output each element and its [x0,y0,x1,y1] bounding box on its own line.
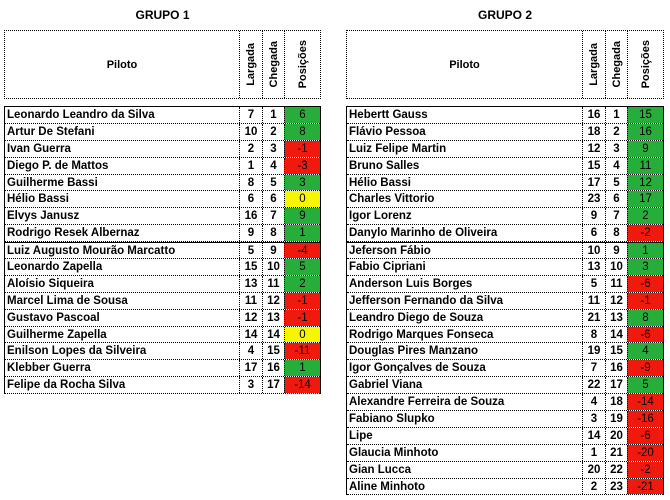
posicoes-value: -2 [627,225,663,241]
chegada-value: 1 [605,107,627,123]
pilot-name: Ivan Guerra [7,142,71,155]
pilot-name: Fabio Cipriani [349,260,426,273]
table-row [5,327,320,344]
table-row [347,141,663,158]
largada-value: 7 [582,360,605,376]
pilot-name: Felipe da Rocha Silva [7,379,126,392]
pilot-name: Rodrigo Marques Fonseca [349,328,494,341]
header-posicoes [627,31,663,98]
pilot-name: Glaucia Minhoto [349,446,439,459]
largada-value: 19 [582,343,605,359]
table-row [5,276,320,293]
largada-value: 6 [582,225,605,241]
chegada-value: 1 [262,107,284,123]
pilot-name: Guilherme Bassi [7,176,98,189]
largada-value: 20 [582,462,605,478]
chegada-value: 20 [605,428,627,444]
largada-value: 14 [239,327,262,343]
table-header [346,30,664,99]
largada-value: 9 [582,208,605,224]
group-title: GRUPO 2 [477,8,532,22]
table-row [5,310,320,327]
table-row [347,175,663,192]
table-row [5,208,320,225]
largada-value: 18 [582,124,605,140]
table-body [346,106,664,495]
table-row [347,191,663,208]
chegada-value: 10 [262,259,284,275]
posicoes-value: -9 [627,360,663,376]
chegada-value: 21 [605,445,627,461]
largada-value: 17 [582,175,605,191]
posicoes-value: 9 [284,208,320,224]
table-row [347,411,663,428]
chegada-value: 17 [605,377,627,393]
table-row [347,242,663,259]
table-header [4,30,321,99]
header-largada-label: Largada [245,43,257,86]
largada-value: 5 [239,243,262,258]
largada-value: 23 [582,191,605,207]
posicoes-value: 5 [284,259,320,275]
posicoes-value: 8 [627,310,663,326]
largada-value: 6 [239,191,262,207]
largada-value: 11 [582,293,605,309]
posicoes-value: -1 [627,293,663,309]
header-chegada-label: Chegada [267,41,280,88]
chegada-value: 23 [605,479,627,495]
posicoes-value: 1 [284,225,320,241]
header-largada-label: Largada [588,43,600,86]
largada-value: 7 [239,107,262,123]
pilot-name: Douglas Pires Manzano [349,345,479,358]
posicoes-value: 6 [284,107,320,123]
table-row [347,124,663,141]
posicoes-value: -21 [627,479,663,495]
chegada-value: 15 [262,343,284,359]
pilot-name: Lipe [349,429,373,442]
posicoes-value: -4 [284,243,320,258]
posicoes-value: 8 [284,124,320,140]
largada-value: 13 [582,259,605,275]
pilot-name: Igor Gonçalves de Souza [349,362,486,375]
pilot-name: Luiz Augusto Mourão Marcatto [7,244,176,257]
largada-value: 14 [582,428,605,444]
largada-value: 12 [582,141,605,157]
chegada-value: 12 [262,293,284,309]
largada-value: 2 [239,141,262,157]
largada-value: 1 [239,158,262,174]
posicoes-value: 1 [284,360,320,376]
chegada-value: 5 [605,175,627,191]
posicoes-value: 12 [627,175,663,191]
chegada-value: 3 [262,141,284,157]
chegada-value: 4 [605,158,627,174]
pilot-name: Leandro Diego de Souza [349,311,484,324]
pilot-name: Fabiano Slupko [349,412,435,425]
pilot-name: Aloísio Siqueira [7,277,94,290]
chegada-value: 14 [605,327,627,343]
posicoes-value: -16 [627,411,663,427]
posicoes-value: -14 [627,394,663,410]
table-row [5,360,320,377]
table-row [347,479,663,496]
chegada-value: 15 [605,343,627,359]
table-row [347,462,663,479]
pilot-name: Klebber Guerra [7,362,91,375]
largada-value: 3 [239,377,262,393]
posicoes-value: 1 [627,243,663,258]
header-chegada [262,31,284,98]
posicoes-value: 9 [627,141,663,157]
pilot-name: Gabriel Viana [349,379,423,392]
pilot-name: Aline Minhoto [349,480,426,493]
posicoes-value: 5 [627,377,663,393]
largada-value: 1 [582,445,605,461]
posicoes-value: 16 [627,124,663,140]
chegada-value: 7 [605,208,627,224]
chegada-value: 8 [605,225,627,241]
largada-value: 8 [239,175,262,191]
posicoes-value: -20 [627,445,663,461]
posicoes-value: 0 [284,191,320,207]
pilot-name: Artur De Stefani [7,125,95,138]
pilot-name: Alexandre Ferreira de Souza [349,396,505,409]
largada-value: 2 [582,479,605,495]
posicoes-value: 0 [284,327,320,343]
posicoes-value: -1 [284,293,320,309]
posicoes-value: -2 [627,462,663,478]
pilot-name: Bruno Salles [349,159,420,172]
posicoes-value: 15 [627,107,663,123]
pilot-name: Rodrigo Resek Albernaz [7,227,140,240]
chegada-value: 2 [605,124,627,140]
largada-value: 17 [239,360,262,376]
table-row [347,445,663,462]
pilot-name: Leonardo Zapella [7,260,103,273]
header-chegada [605,31,627,98]
posicoes-value: 3 [627,259,663,275]
table-row [5,377,320,394]
header-posicoes-label: Posições [639,40,652,89]
table-row [5,124,320,141]
table-row [347,107,663,124]
header-posicoes-label: Posições [296,40,309,89]
pilot-name: Flávio Pessoa [349,125,426,138]
chegada-value: 13 [605,310,627,326]
posicoes-value: 11 [627,158,663,174]
table-body [4,106,321,394]
posicoes-value: 17 [627,191,663,207]
table-row [5,191,320,208]
table-row [347,343,663,360]
table-row [5,242,320,259]
chegada-value: 16 [262,360,284,376]
table-row [5,343,320,360]
pilot-name: Jefferson Fernando da Silva [349,294,504,307]
chegada-value: 7 [262,208,284,224]
largada-value: 8 [582,327,605,343]
largada-value: 15 [239,259,262,275]
header-piloto: Piloto [449,58,480,71]
largada-value: 11 [239,293,262,309]
group-2-table [346,0,664,495]
chegada-value: 11 [262,276,284,292]
pilot-name: Hélio Bassi [7,193,69,206]
posicoes-value: 3 [284,175,320,191]
header-largada [582,31,605,98]
chegada-value: 14 [262,327,284,343]
chegada-value: 6 [605,191,627,207]
posicoes-value: -11 [284,343,320,359]
largada-value: 3 [582,411,605,427]
posicoes-value: -1 [284,310,320,326]
posicoes-value: -6 [627,428,663,444]
pilot-name: Hebertt Gauss [349,108,428,121]
header-chegada-label: Chegada [610,41,623,88]
table-row [347,259,663,276]
table-row [347,310,663,327]
chegada-value: 2 [262,124,284,140]
pilot-name: Luiz Felipe Martin [349,142,447,155]
posicoes-value: 2 [284,276,320,292]
chegada-value: 3 [605,141,627,157]
largada-value: 16 [239,208,262,224]
table-row [347,225,663,242]
chegada-value: 16 [605,360,627,376]
header-piloto: Piloto [106,58,138,71]
posicoes-value: -6 [627,276,663,292]
posicoes-value: -14 [284,377,320,393]
table-row [347,394,663,411]
largada-value: 22 [582,377,605,393]
table-row [347,293,663,310]
chegada-value: 8 [262,225,284,241]
largada-value: 4 [239,343,262,359]
largada-value: 10 [239,124,262,140]
largada-value: 15 [582,158,605,174]
table-row [347,377,663,394]
pilot-name: Gian Lucca [349,463,411,476]
pilot-name: Marcel Lima de Sousa [7,294,128,307]
chegada-value: 6 [262,191,284,207]
chegada-value: 17 [262,377,284,393]
pilot-name: Igor Lorenz [349,210,412,223]
chegada-value: 4 [262,158,284,174]
largada-value: 9 [239,225,262,241]
posicoes-value: 4 [627,343,663,359]
largada-value: 10 [582,243,605,258]
chegada-value: 11 [605,276,627,292]
pilot-name: Danylo Marinho de Oliveira [349,227,498,240]
chegada-value: 9 [262,243,284,258]
chegada-value: 5 [262,175,284,191]
posicoes-value: 2 [627,208,663,224]
table-row [5,293,320,310]
posicoes-value: -6 [627,327,663,343]
pilot-name: Charles Vittorio [349,193,435,206]
pilot-name: Guilherme Zapella [7,328,107,341]
chegada-value: 12 [605,293,627,309]
largada-value: 21 [582,310,605,326]
posicoes-value: -3 [284,158,320,174]
pilot-name: Leonardo Leandro da Silva [7,108,155,121]
table-row [5,141,320,158]
largada-value: 12 [239,310,262,326]
table-row [347,327,663,344]
table-row [5,107,320,124]
pilot-name: Enilson Lopes da Silveira [7,345,147,358]
largada-value: 16 [582,107,605,123]
table-row [5,175,320,192]
table-row [347,276,663,293]
largada-value: 4 [582,394,605,410]
table-row [347,428,663,445]
table-row [5,259,320,276]
pilot-name: Gustavo Pascoal [7,311,100,324]
header-posicoes [284,31,320,98]
table-row [347,158,663,175]
pilot-name: Diego P. de Mattos [7,159,109,172]
chegada-value: 19 [605,411,627,427]
chegada-value: 10 [605,259,627,275]
largada-value: 5 [582,276,605,292]
group-title: GRUPO 1 [135,8,190,22]
largada-value: 13 [239,276,262,292]
chegada-value: 22 [605,462,627,478]
table-row [5,158,320,175]
pilot-name: Anderson Luis Borges [349,277,473,290]
group-1-table [4,0,321,394]
pilot-name: Hélio Bassi [349,176,411,189]
table-row [347,208,663,225]
pilot-name: Jeferson Fábio [349,244,431,257]
header-largada [239,31,262,98]
chegada-value: 13 [262,310,284,326]
posicoes-value: -1 [284,141,320,157]
table-row [5,225,320,242]
chegada-value: 9 [605,243,627,258]
chegada-value: 18 [605,394,627,410]
table-row [347,360,663,377]
pilot-name: Elvys Janusz [7,210,80,223]
